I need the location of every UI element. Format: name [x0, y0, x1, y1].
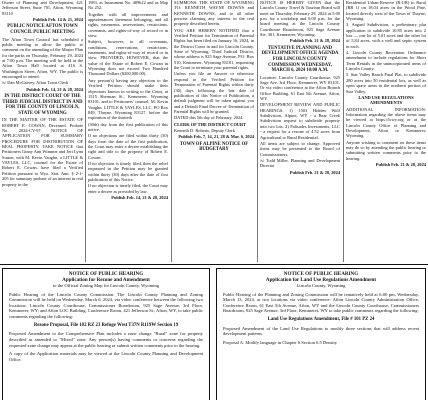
notice-text: ADDITIONAL INFORMATION: Information regarding the above items may be viewed at https://lcwy.org or at the Lincoln County Office of Planning and Development, Afton or Kemmerer, Wyoming. [346, 106, 426, 139]
display-notices [0, 264, 428, 400]
notice-text: Anyone wishing to comment on these items may do so by attending the public hearing or submitting written comments prior to the hearing. [346, 139, 426, 161]
column-5 [346, 0, 426, 262]
notice-text: Any person(s) having any objection to the Verified Petition should make their objections known in writing to the Court, at 1515 Sherman St., Kemmerer, Wyoming 83101, and to Petitioners' counsel, M. Kevin Vaughn, LITTLE & VAYLES, LLC, PO Box 849, Thayne, Wyoming 83127, before the expiration of the thirtieth [88, 77, 168, 121]
notice-text: (30th) day from the first publication of this notice. [88, 121, 168, 132]
notice-subtitle: Lincoln County, Wyoming [296, 283, 346, 288]
notice-title: NOTICE OF PUBLIC HEARING [283, 271, 359, 277]
notice-text: IN THE MATTER OF THE ESTATE OF ROBERT E. COWAN, Deceased. Probate No. 2024-CV-97 NOTICE OF APPLICATION FOR SUMMARY PROCEDURE FOR DISTRIBUTION OF REAL PROPERTY. TAKE NOTICE that Petitioners Ginny Ann Wimmer and Jeri Lynn Sutton, with M. Kevin Vaughn, a LITTLE & VAYLES, LLC, counsel for the Estate of Robert E. Cowan, have filed a Verified Petition pursuant to Wyo. Stat. Ann. § 2-1-205 for summary probate of an interest in real property in the [2, 117, 83, 187]
notice-subheading: LAND USE REGULATIONS AMENDMENTS [358, 94, 414, 106]
notice-subtitle: Application for Land Use Regulations Amendment [265, 277, 377, 283]
column-divider [257, 0, 258, 262]
notice-subtitle: Application for Rezone and Amendment [62, 277, 150, 283]
publish-dates: Publish Feb. 14, 21 & 28, 2024 [111, 195, 168, 201]
notice-text: If no objection is timely filed, then the relief requested in the Petition may be granted within thirty (30) days after the date of first publication of this Notice. [88, 160, 168, 182]
notice-text: If no objection is timely filed, the Court may enter a decree as provided by law. [88, 183, 168, 194]
notice-signature: /s/ Dan McGarvey, Afton Town Clerk [2, 80, 69, 86]
column-divider [343, 0, 344, 262]
notice-heading: IN THE DISTRICT COURT OF THE THIRD JUDICIAL DISTRICT IN AND FOR THE COUNTY OF LINCOLN, STATE OF WYOMING [2, 94, 83, 116]
notice-text: SUMMONS: THE STATE OF WYOMING TO: KENNETH WAYNE DOWNS and KENNETH DOWNS, and to all other persons claiming any interest in the real property described herein. [174, 0, 254, 27]
column-4 [260, 0, 340, 262]
notice-text: Location: Lincoln County Courthouse, 925 Sage Ave. 3rd Floor, Kemmerer, WY 83101. Or via video conference at the Afton Branch Office Building, 61 East 5th Avenue, Afton, WY. [260, 74, 340, 102]
notice-text: All items are subject to change. Approved items may be presented to the Board of Commissioners. [260, 140, 340, 157]
notice-clerk: CLERK OF THE DISTRICT COURT [174, 121, 246, 127]
notice-text: 5. Star Valley Ranch Final Plat, to subdivide 280 acres into 50 residential lots, as well as open space areas in the northern portion of Star Valley. [346, 72, 426, 94]
land-use-hearing-notice [216, 268, 426, 400]
notice-text: YOU ARE HEREBY NOTIFIED that a Verified Petition for Termination of Parental Rights has been filed on January 16, 2024, in the District Court in and for Lincoln County, State of Wyoming, Third Judicial District, whose address is 925 Sage Avenue, P.O. Box 510, Kemmerer, Wyoming 83101, requesting the Court to terminate your parental rights. [174, 27, 254, 71]
notice-subtitle: to the Official Zoning Map for Lincoln County, Wyoming [52, 283, 160, 288]
notice-text: Public Hearing of the Planning and Zoning Commission will be tentatively held at 6:00 pm, Wednesday, March 13, 2024, at two locations via video conference: Afton Lincoln County Administration Office, Conference Room, 61 East 5th Avenue, Afton, WY and the Lincoln County Courthouse, Commissioners Boardroom, 925 Sage Avenue, 3rd Floor, Kemmerer, WY to take public comments regarding the following: [223, 291, 419, 314]
notice-text: DATED this 5th day of February, 2024. [174, 115, 244, 121]
notice-text: 4. Lincoln County Recreation Ordinance amendment to include regulations for Short Term Rentals in the unincorporated areas of Lincoln County. [346, 50, 426, 72]
proposal-heading: Land Use Regulations Amendment, File # 101 PZ 24 [267, 316, 375, 322]
notice-text: Residential Urban-Reserve (R-UR) to Rural (RR 1) on 18.04 acres in the Wood Pine, located directly west of the Town of Thayne, Wyoming. [346, 0, 426, 22]
publish-dates: Publish Feb. 21 & 28, 2024 [289, 38, 340, 44]
notice-text: Together with all improvements and appurtenances thereunto belonging, and all rights, easements, reservations, restrictions, covenants, and rights-of-way of record or in view. [88, 11, 168, 39]
notice-text: A copy of the Application materials may be viewed at the Lincoln County Planning and Development Office. [9, 351, 203, 362]
notice-text: The Afton Town Council has scheduled a public meeting to allow the public to comment on the amending of the Master Plan for the parks on Thursday, February 29, 2024 at 7:00 p.m. The meeting will be held at the Afton Town Hall located at 416 S. Washington Street, Afton, WY. The public is encouraged to attend. [2, 36, 83, 79]
notice-text: Proposed Amendment of the Land Use Regulations to modify three sections that will address recent development patterns. [223, 325, 419, 337]
notice-text: Public Hearing of the Lincoln County Commission. The Lincoln County Planning and Zoning Commission will be held on Wednesday, March 6, 2024, via video conference between the following two locations: Lincoln County Courthouse, Commissioner Boardroom, 925 Sage Avenue, 3rd Floor, Kemmerer, WY; and Afton LOC Building, Conference Room, 421 Jefferson St., Afton, WY, to take public comments regarding the following: [9, 291, 203, 319]
column-1 [2, 0, 83, 262]
notice-title: NOTICE OF PUBLIC HEARING [68, 271, 144, 277]
notice-text: Proposal A. Modify language in Chapter 6 Section 6.5 Density [223, 339, 338, 345]
notice-text: Proposed Amendment to the Comprehensive Plan includes a zone change "Rural" zone for property described as amended to "Mixed" zone. Any person(s) having comments or concerns regarding the requested zone change may appear at the public hearing or submit written comments prior to the hearing. [9, 331, 203, 348]
publish-dates: Publish Feb. 21 & 28, 2024 [289, 169, 340, 175]
notice-text: 3. Aagard Subdivision, a preliminary plat application to subdivide 10.85 acres into 2 lots — one lot of 5.01 acres and the other lot of 5.84 acres, with a well and septic system in each. [346, 22, 426, 49]
notice-signature: Kenneth D. Roberts, Deputy Clerk [174, 127, 235, 133]
publish-dates: Publish Feb. 14 & 21, 2024 [32, 17, 83, 23]
publish-dates: Publish Feb. 21 & 28, 2024 [375, 161, 426, 167]
notice-heading: TOWN OF ALPINE NOTICE OF BUDGETARY [179, 141, 249, 153]
column-divider [171, 0, 172, 262]
notice-text: If no objections are filed within thirty (30) days from the date of the first publication, the Court may enter a decree establishing the right and title to the property of Robert E. Cowan. [88, 133, 168, 160]
notice-text: Owner of Planning and Development, 421 Jefferson Street, Suite 701, Afton, Wyoming 83110 [2, 0, 83, 16]
notice-text: DEVELOPMENT REVIEW AND PUBLIC HEARINGS: 1) 1503 Hidden Wolf Subdivision, Alpine, WY - a Bear Creek Subdivision request to subdivide property into two lots. 2) Palisades Investments, LLC - a request for a rezone of 4.52 acres from Agricultural to Rural Residential. [260, 102, 340, 140]
column-divider [85, 0, 86, 262]
publish-dates: Publish Feb. 7, 14, 21, 28 & Mar. 6, 2024 [178, 134, 254, 140]
notice-text: NOTICE IS HEREBY GIVEN that the Lincoln County Travel & Tourism Board will meet on Thursday, February 29, 2024 at 5:00 p.m. for a workshop and 6:00 p.m. for the board meeting at the Lincoln County Courthouse Boardroom, 925 Sage Avenue Ste. 301, Kemmerer, Wyoming. [260, 0, 340, 38]
notice-text: 1983, as Instrument No. 489622 and as Map No 252. [88, 0, 168, 11]
notice-heading: TENTATIVE PLANNING AND DEVELOPMENT OFFICE AGENDA FOR LINCOLN COUNTY COMMISSION WEDNESDAY, MARCH 6, 2024 10:00 A.M. [261, 45, 339, 74]
column-3 [174, 0, 254, 262]
notice-heading: PUBLIC NOTICE AFTON TOWN COUNCIL PUBLIC MEETING [7, 24, 78, 35]
notice-text: Unless you file an Answer or otherwise respond to the Verified Petition for Termination of Parental Rights within thirty (30) days following the last date of publication of this Notice of Publication, a default judgment will be taken against you and a Default Final Decree of Termination of Parental Rights will be granted. [174, 71, 254, 114]
notice-text: Subject, however, to all covenants, conditions, reservations, restrictions, easements, and rights-of-way of record or in view. PROVIDED, HOWEVER, that the value of the Estate of Robert E. Cowan in Wyoming does not exceed Two Hundred Thousand Dollars ($200,000.00). [88, 39, 168, 77]
rezone-hearing-notice [2, 268, 210, 400]
notice-signature: /s/ Todd Miller, Planning and Development Director [260, 157, 340, 169]
publish-dates: Publish Feb. 14, 21 & 28, 2024 [26, 86, 83, 92]
proposal-heading: Rezone Proposal, File 102 RZ 23 Refuge West T37N R119W Section 19 [33, 322, 179, 328]
column-2 [88, 0, 168, 262]
